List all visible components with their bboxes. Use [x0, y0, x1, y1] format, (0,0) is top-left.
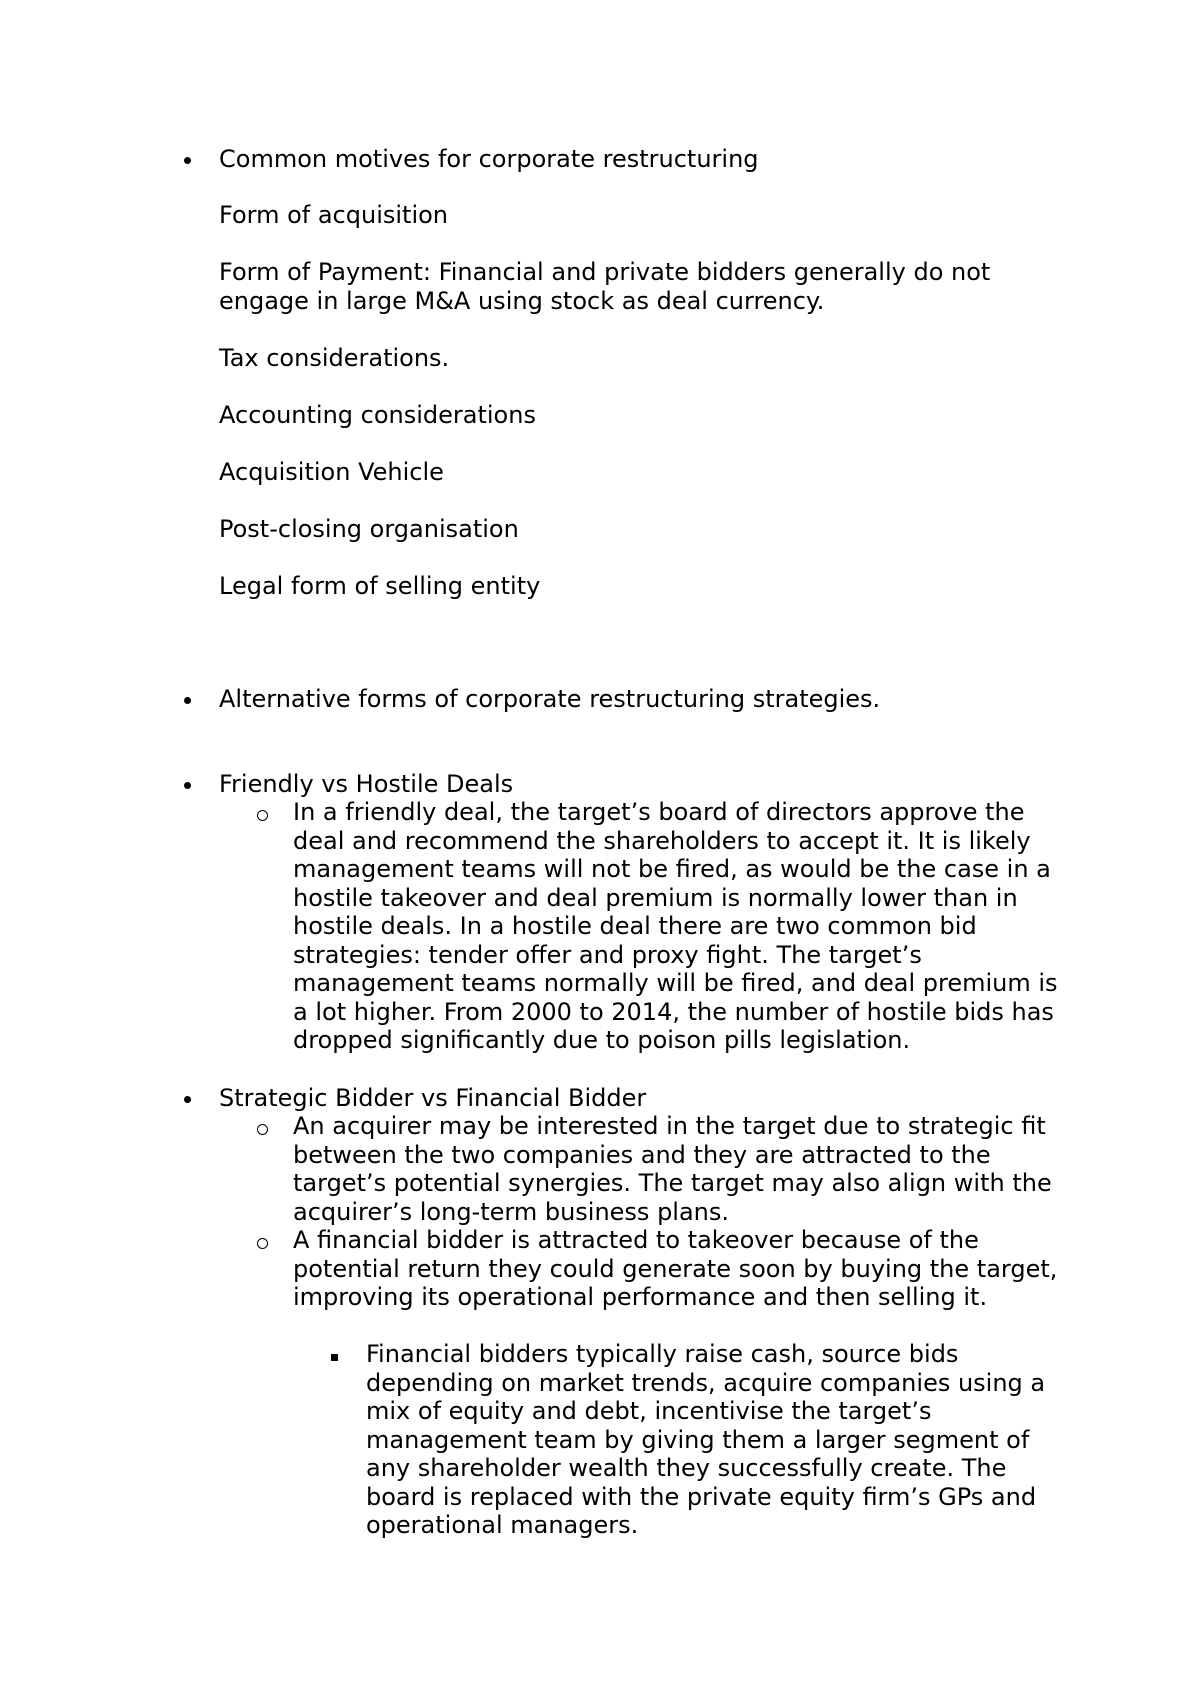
- bullet-circle: [257, 810, 268, 821]
- financial-bidder-detail-paragraph: Financial bidders typically raise cash, source bids depending on market trends, acquire companies using a mix of equity and debt, incentivise the target’s management team by giving them a larger segment of any shareholder wealth they successfully create. The board is replaced with the private equity firm’s GPs and operational managers.: [366, 1340, 1046, 1539]
- bullet-dot: [184, 697, 191, 704]
- section-heading-strategic-financial: Strategic Bidder vs Financial Bidder: [219, 1084, 647, 1112]
- financial-bidder-paragraph: A financial bidder is attracted to takeover because of the potential return they could generate soon by buying the target, improving its operational performance and then selling it.: [293, 1226, 1058, 1311]
- bullet-square: [331, 1354, 338, 1361]
- motive-item: Accounting considerations: [219, 401, 536, 429]
- strategic-bidder-paragraph: An acquirer may be interested in the target due to strategic fit between the two companies and they are attracted to the target’s potential synergies. The target may also align with the acquirer’s long-term business plans.: [293, 1112, 1052, 1226]
- motive-item: Tax considerations.: [219, 344, 450, 372]
- section-heading-alternatives: Alternative forms of corporate restructuring strategies.: [219, 685, 881, 713]
- motive-item: Form of acquisition: [219, 201, 449, 229]
- friendly-hostile-paragraph: In a friendly deal, the target’s board of directors approve the deal and recommend the shareholders to accept it. It is likely management teams will not be fired, as would be the case in a hostile takeover and deal premium is normally lower than in hostile deals. In a hostile deal there are two common bid strategies: tender offer and proxy fight. The target’s management teams normally will be fired, and deal premium is a lot higher. From 2000 to 2014, the number of hostile bids has dropped significantly due to poison pills legislation.: [293, 798, 1058, 1054]
- bullet-circle: [257, 1124, 268, 1135]
- bullet-circle: [257, 1238, 268, 1249]
- motive-item: Form of Payment: Financial and private bidders generally do not engage in large M&A using stock as deal currency.: [219, 258, 991, 315]
- section-heading-motives: Common motives for corporate restructuring: [219, 145, 759, 173]
- bullet-dot: [184, 1096, 191, 1103]
- bullet-dot: [184, 157, 191, 164]
- section-heading-friendly-hostile: Friendly vs Hostile Deals: [219, 770, 514, 798]
- motive-item: Legal form of selling entity: [219, 572, 541, 600]
- motive-item: Acquisition Vehicle: [219, 458, 444, 486]
- bullet-dot: [184, 782, 191, 789]
- motive-item: Post-closing organisation: [219, 515, 519, 543]
